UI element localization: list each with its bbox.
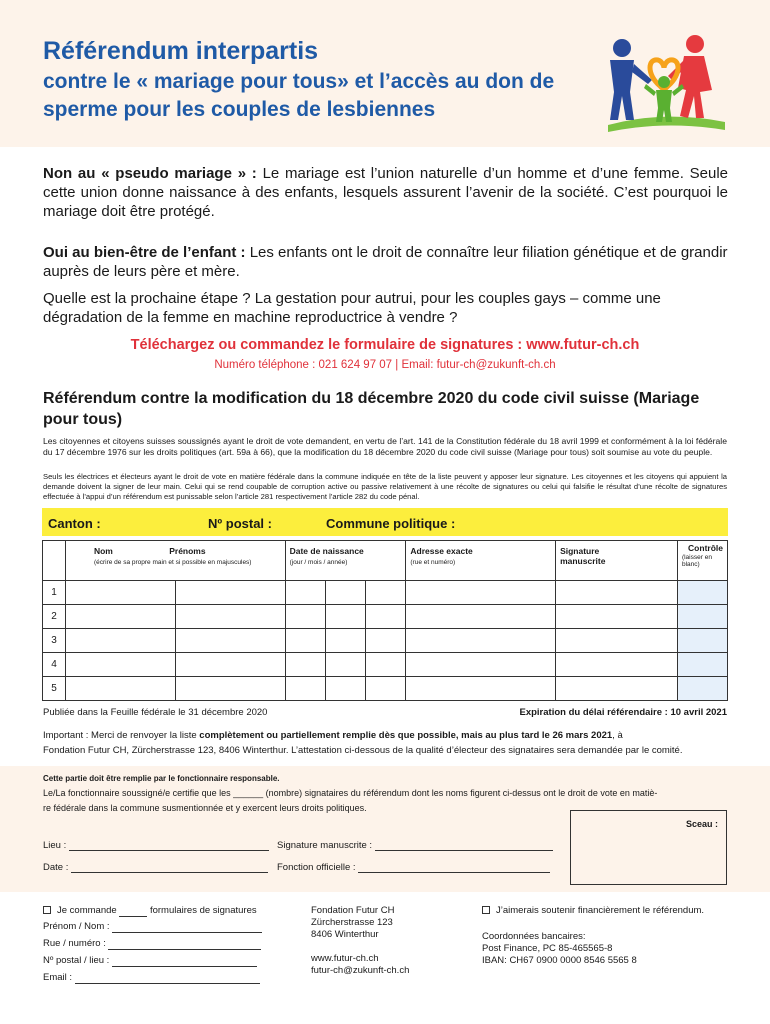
intro-paragraph-marriage [43, 164, 728, 221]
birth-month-cell[interactable] [325, 677, 366, 701]
seal-box [570, 810, 727, 885]
order-line[interactable]: Je commande formulaires de signatures [43, 905, 268, 917]
control-cell [677, 581, 727, 605]
birth-day-cell[interactable] [285, 629, 325, 653]
org-email[interactable]: futur-ch@zukunft-ch.ch [311, 965, 410, 976]
firstname-cell[interactable] [175, 677, 285, 701]
birth-month-cell[interactable] [325, 629, 366, 653]
intro-paragraph-child [43, 243, 728, 281]
postal-code-label: Nº postal : [208, 516, 272, 531]
birth-year-cell[interactable] [366, 581, 406, 605]
address-cell[interactable] [406, 581, 556, 605]
table-header-signature: Signature manuscrite [556, 541, 678, 581]
table-row [43, 629, 728, 653]
birth-year-cell[interactable] [366, 605, 406, 629]
intro-text-child: Les enfants ont le droit de connaître leur filiation génétique et de grandir auprès de leurs père et mère. [43, 244, 728, 280]
header-nom: Nom [93, 546, 113, 556]
official-certification: Le/La fonctionnaire soussigné/e certifie que les ______ (nombre) signataires du référendum dont les noms figurent ci-dessus ont le droit de vote en matiè- re fédérale dans la commune susmentionnée et y exercent leurs droits politiques. [43, 788, 658, 813]
referendum-legal-text: Seuls les électrices et électeurs ayant le droit de vote en matière fédérale dans la commune indiquée en tête de la liste peuvent y apposer leur signature. Les citoyennes et les citoyens qui appuient la demande doivent la signer de leur main. Celui qui se rend coupable de corruption active ou passive relativement à une récolte de signatures ou celui qui falsifie le résultat d’une récolte de signatures effectuée à l’appui d’un référendum est punissable selon l’article 281 respectivement l’article 282 du code pénal. [43, 472, 727, 501]
bank-account: Post Finance, PC 85-465565-8 [482, 943, 613, 954]
bank-iban: IBAN: CH67 0900 0000 8546 5565 8 [482, 955, 637, 966]
address-cell[interactable] [406, 653, 556, 677]
contact-info: Numéro téléphone : 021 624 97 07 | Email: futur-ch@zukunft-ch.ch [214, 359, 556, 371]
birth-year-cell[interactable] [366, 629, 406, 653]
firstname-cell[interactable] [175, 653, 285, 677]
official-signature-field[interactable]: Signature manuscrite : [277, 840, 553, 851]
firstname-cell[interactable] [175, 605, 285, 629]
signature-cell[interactable] [556, 629, 678, 653]
family-logo-icon [600, 30, 730, 135]
signature-table [42, 540, 728, 701]
header-prenoms: Prénoms [169, 546, 206, 556]
control-cell [677, 677, 727, 701]
official-function-field[interactable]: Fonction officielle : [277, 862, 550, 873]
table-header-birthdate: Date de naissance (jour / mois / année) [285, 541, 406, 581]
header [0, 0, 770, 147]
order-name-field[interactable]: Prénom / Nom : [43, 921, 268, 933]
signature-cell[interactable] [556, 653, 678, 677]
org-city: 8406 Winterthur [311, 929, 379, 940]
control-cell [677, 653, 727, 677]
address-cell[interactable] [406, 605, 556, 629]
organization-address [311, 905, 471, 977]
download-link[interactable]: Téléchargez ou commandez le formulaire de signatures : www.futur-ch.ch [130, 337, 640, 353]
intro-heading-marriage: Non au « pseudo mariage » : [43, 165, 257, 182]
table-header-name [65, 541, 285, 581]
canton-label: Canton : [48, 516, 101, 531]
address-cell[interactable] [406, 677, 556, 701]
official-heading: Cette partie doit être remplie par le fonctionnaire responsable. [43, 774, 280, 783]
commune-label: Commune politique : [326, 516, 456, 531]
table-row [43, 605, 728, 629]
location-bar [42, 508, 728, 536]
birth-day-cell[interactable] [285, 677, 325, 701]
signature-cell[interactable] [556, 581, 678, 605]
name-cell[interactable] [65, 653, 175, 677]
name-cell[interactable] [65, 605, 175, 629]
row-number: 4 [43, 653, 66, 677]
order-postal-field[interactable]: Nº postal / lieu : [43, 955, 268, 967]
address-cell[interactable] [406, 629, 556, 653]
intro-heading-child: Oui au bien-être de l’enfant : [43, 244, 246, 261]
control-cell [677, 629, 727, 653]
order-checkbox[interactable] [43, 906, 51, 914]
table-header-control: Contrôle (laisser en blanc) [677, 541, 727, 581]
publication-date: Publiée dans la Feuille fédérale le 31 décembre 2020 [43, 707, 268, 718]
support-line[interactable]: J’aimerais soutenir financièrement le référendum. [482, 905, 732, 917]
order-form [43, 905, 268, 984]
birth-day-cell[interactable] [285, 581, 325, 605]
control-cell [677, 605, 727, 629]
signature-cell[interactable] [556, 677, 678, 701]
header-name-hint: (écrire de sa propre main et si possible en majuscules) [93, 559, 252, 566]
row-number: 2 [43, 605, 66, 629]
page-subtitle: contre le « mariage pour tous» et l’accès au don de sperme pour les couples de lesbiennes [43, 70, 555, 121]
name-cell[interactable] [65, 677, 175, 701]
return-address-text: Fondation Futur CH, Zürcherstrasse 123, 8406 Winterthur. L’attestation ci-dessous de la qualité d’électeur des signataires sera demandée par le comité. [43, 745, 683, 756]
birth-day-cell[interactable] [285, 605, 325, 629]
table-header-number [43, 541, 66, 581]
lieu-field[interactable]: Lieu : [43, 840, 269, 851]
birth-month-cell[interactable] [325, 581, 366, 605]
intro-text-marriage: Le mariage est l’union naturelle d’un homme et d’une femme. Seule cette union donne naissance à des enfants, lesquels assurent l’avenir de la société. C’est pourquoi le mariage doit être protégé. [43, 165, 728, 220]
intro-paragraph-next-step: Quelle est la prochaine étape ? La gestation pour autrui, pour les couples gays – comme une dégradation de la femme en machine reproductrice à vendre ? [43, 290, 661, 326]
support-section [482, 905, 732, 967]
order-email-field[interactable]: Email : [43, 972, 268, 984]
expiry-date: Expiration du délai référendaire : 10 avril 2021 [519, 707, 727, 718]
org-name: Fondation Futur CH [311, 905, 395, 916]
important-deadline: complètement ou partiellement remplie dès que possible, mais au plus tard le 26 mars 2021 [199, 730, 613, 741]
name-cell[interactable] [65, 581, 175, 605]
support-checkbox[interactable] [482, 906, 490, 914]
page-title: Référendum interpartis [43, 37, 319, 65]
table-header-address: Adresse exacte (rue et numéro) [406, 541, 556, 581]
important-notice: Important : Merci de renvoyer la liste complètement ou partiellement remplie dès que possible, mais au plus tard le 26 mars 2021, à Fondation Futur CH, Zürcherstrasse 123, 8406 Winterthur. L’attestation ci-dessous de la qualité d’électeur des signataires sera demandée par le comité. [43, 730, 683, 756]
name-cell[interactable] [65, 629, 175, 653]
birth-year-cell[interactable] [366, 677, 406, 701]
seal-label: Sceau : [685, 819, 718, 829]
row-number: 3 [43, 629, 66, 653]
table-row [43, 677, 728, 701]
order-street-field[interactable]: Rue / numéro : [43, 938, 268, 950]
date-field[interactable]: Date : [43, 862, 268, 873]
birth-day-cell[interactable] [285, 653, 325, 677]
referendum-title: Référendum contre la modification du 18 décembre 2020 du code civil suisse (Mariage pour tous) [43, 390, 700, 428]
row-number: 1 [43, 581, 66, 605]
referendum-request-text: Les citoyennes et citoyens suisses soussignés ayant le droit de vote demandent, en vertu de l’art. 141 de la Constitution fédérale du 18 avril 1999 et conformément à la loi fédérale du 17 décembre 1976 sur les droits politiques (art. 59a à 66), que la modification du 18 décembre 2020 du code civil suisse (Mariage pour tous) soit soumise au vote du peuple. [43, 436, 727, 457]
birth-month-cell[interactable] [325, 605, 366, 629]
row-number: 5 [43, 677, 66, 701]
table-row [43, 581, 728, 605]
bank-title: Coordonnées bancaires: [482, 931, 586, 942]
table-header-row [43, 541, 728, 581]
org-street: Zürcherstrasse 123 [311, 917, 393, 928]
firstname-cell[interactable] [175, 581, 285, 605]
signature-cell[interactable] [556, 605, 678, 629]
birth-month-cell[interactable] [325, 653, 366, 677]
org-website[interactable]: www.futur-ch.ch [311, 953, 379, 964]
birth-year-cell[interactable] [366, 653, 406, 677]
firstname-cell[interactable] [175, 629, 285, 653]
table-row [43, 653, 728, 677]
